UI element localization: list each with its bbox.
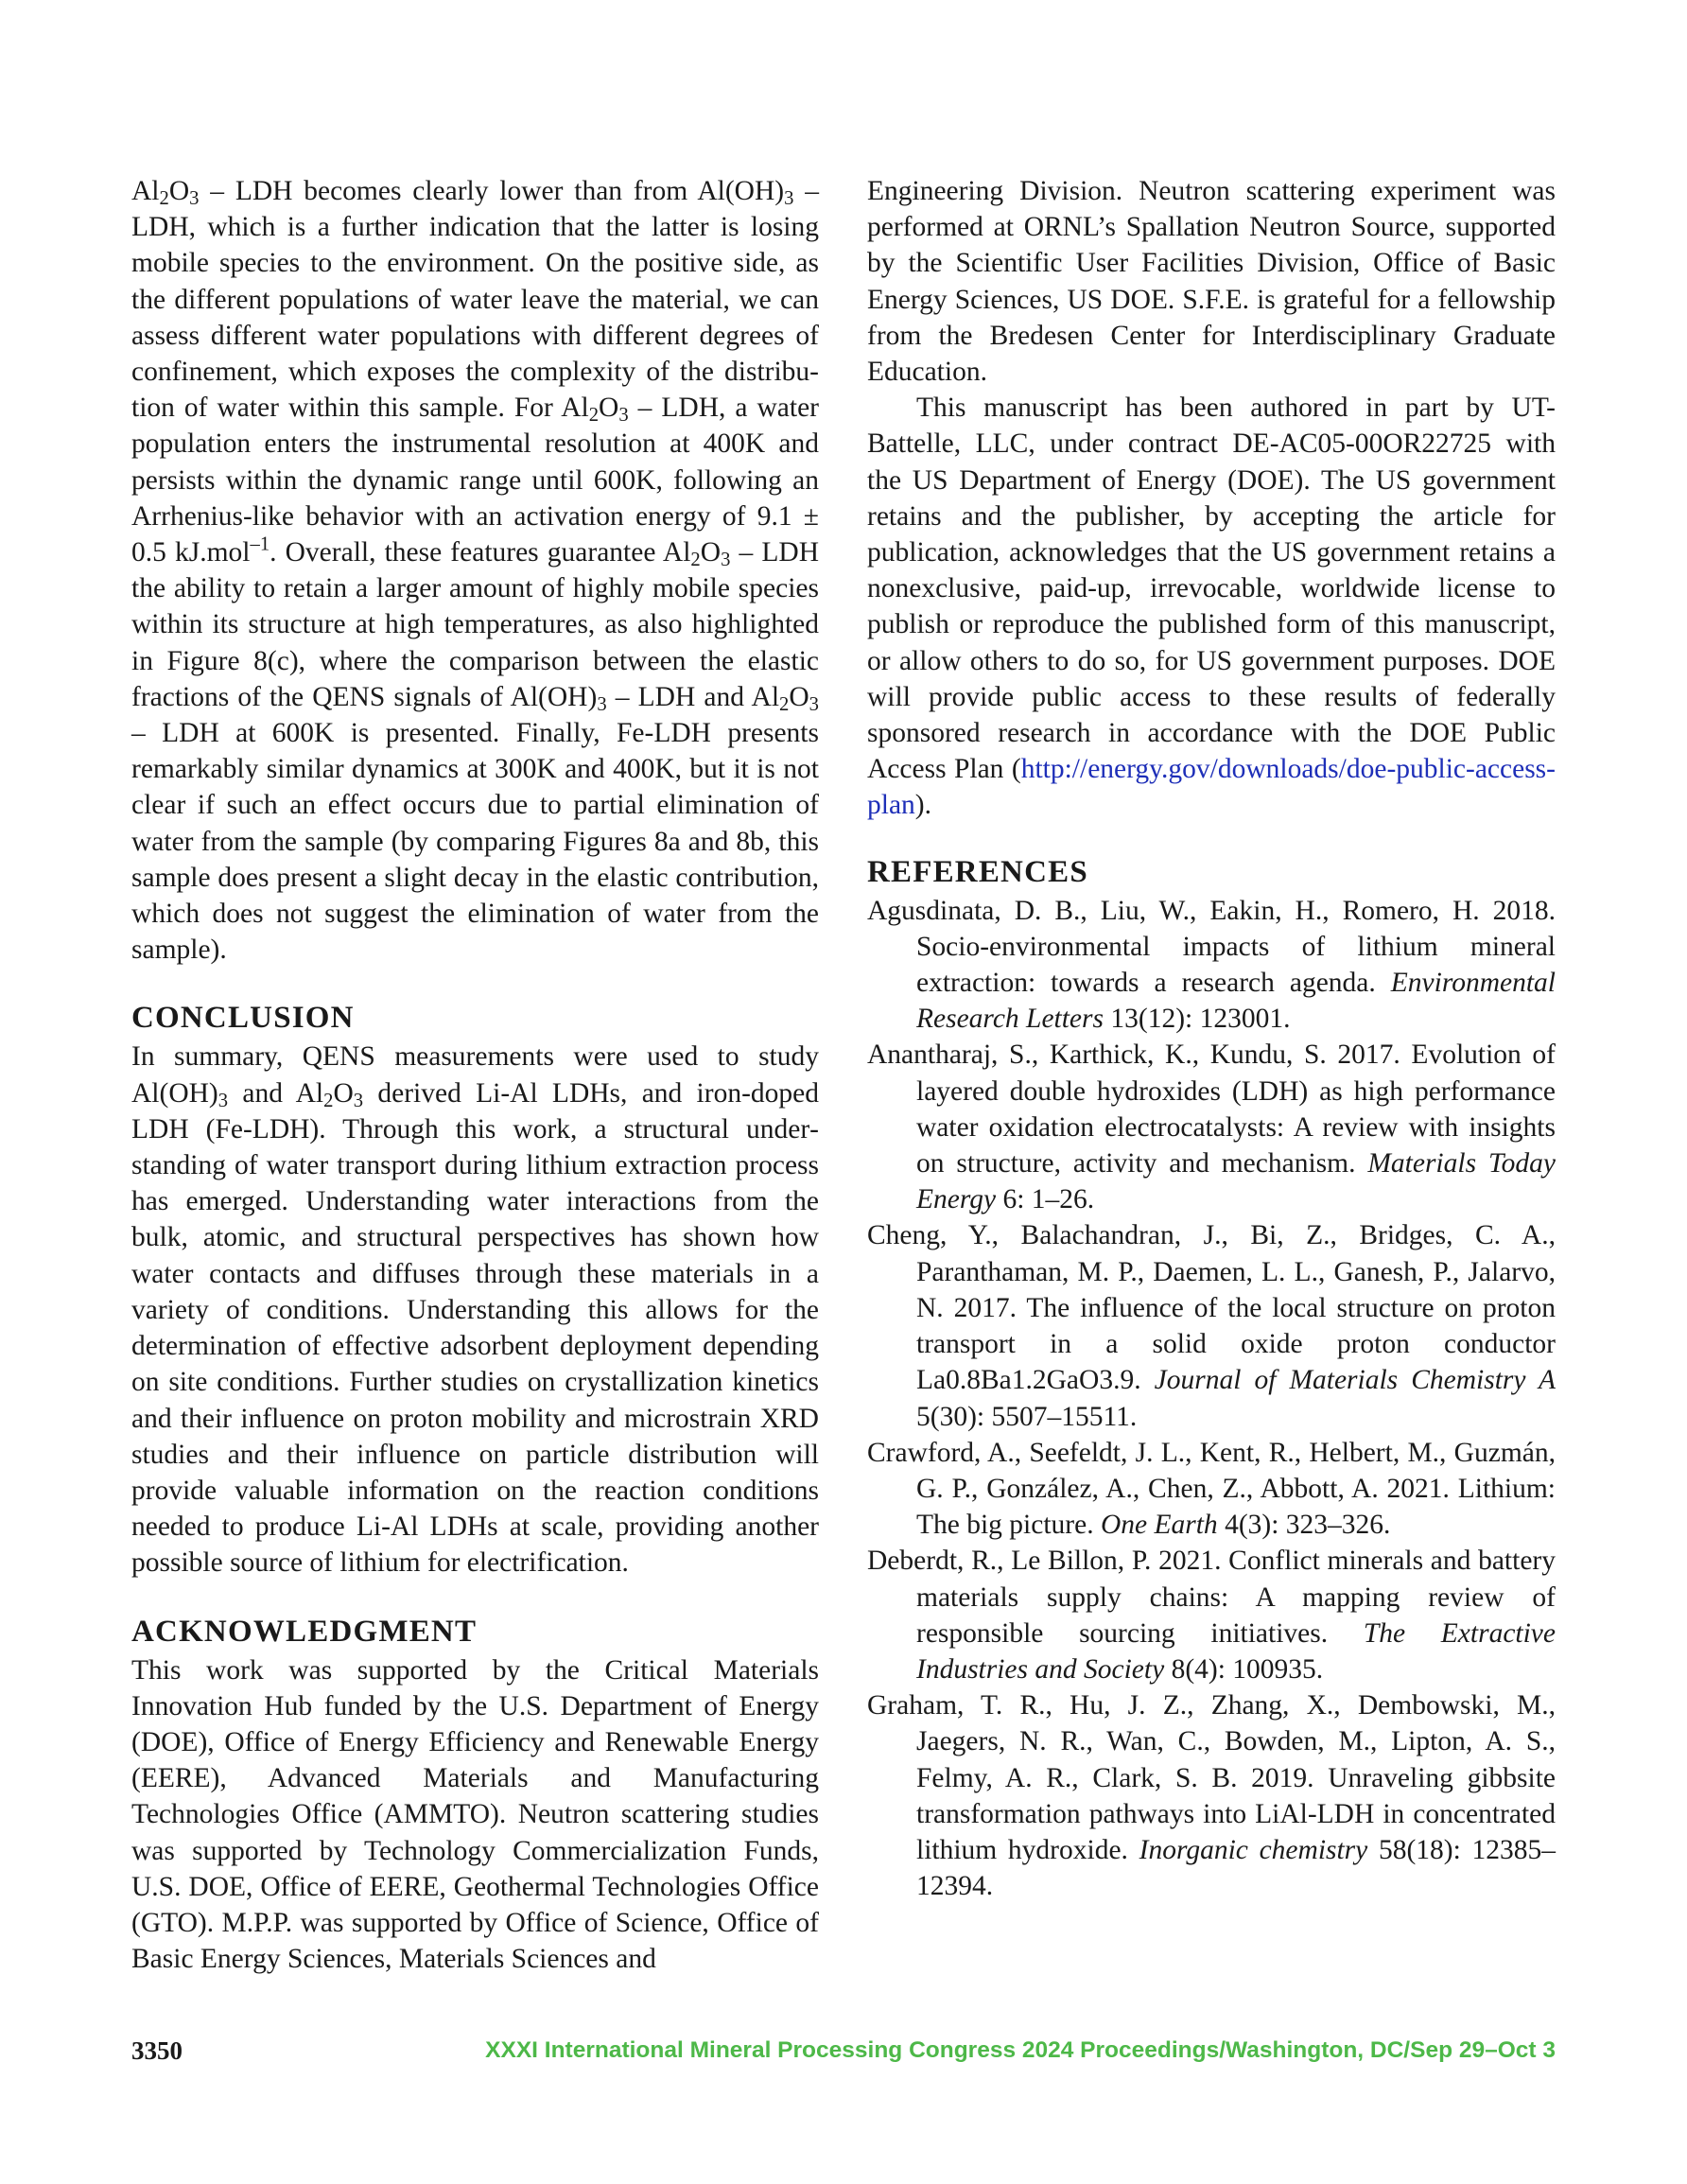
doe-public-access-link[interactable]: http://energy.gov/downloads/​doe-public-access-plan <box>867 754 1556 821</box>
reference-item: Anantharaj, S., Karthick, K., Kundu, S. 2017. Evolution of layered double hydroxides (LDH) as high performance water oxidation electrocatalysts: A review with insights on structure, activity and mechanism. Materials Today Energy 6: 1–26. <box>867 1040 1556 1215</box>
acknowledgment-paragraph-continued: Engineering Division. Neutron scattering experiment was performed at ORNL’s Spallation Neutron Source, supported by the Scientific User Facilities Division, Office of Basic Energy Sciences, US DOE. S.F.E. is grateful for a fellowship from the Bredesen Center for Interdisciplinary Graduate Education. <box>867 176 1556 388</box>
reference-list <box>867 893 1556 1905</box>
body-paragraph: $Al_2O_3$ – LDH becomes clearly lower than from $Al(OH)_3$ – LDH, which is a further indication that the latter is losing mobile species to the environment. On the positive side, as the different populations of water leave the material, we can assess different water populations with different degrees of confinement, which exposes the complexity of the distribution of water within this sample. For $Al_2O_3$ – LDH, a water population enters the instrumental resolution at 400K and persists within the dynamic range until 600K, following an Arrhenius-like behavior with an activation energy of 9.1 ± 0.5 kJ.mol$^{-1}$. Overall, these features guarantee $Al_2O_3$ – LDH the ability to retain a larger amount of highly mobile species within its structure at high temperatures, as also highlighted in Figure 8(c), where the comparison between the elastic fractions of the QENS signals of $Al(OH)_3$ – LDH and $Al_2O_3$ – LDH at 600K is presented. Finally, Fe-LDH presents remarkably similar dynamics at 300K and 400K, but it is not clear if such an effect occurs due to partial elimination of water from the sample (by comparing Figures 8a and 8b, this sample does present a slight decay in the elastic contribution, which does not suggest the elimination of water from the sample). <box>131 176 820 966</box>
left-column <box>131 173 819 1977</box>
reference-item: Crawford, A., Seefeldt, J. L., Kent, R., Helbert, M., Guzmán, G. P., González, A., Chen, Z., Abbott, A. 2021. Lithium: The big picture. One Earth 4(3): 323–326. <box>867 1437 1556 1541</box>
reference-item: Agusdinata, D. B., Liu, W., Eakin, H., Romero, H. 2018. Socio-environmental impacts of lithium mineral extraction: towards a research agenda. Environmental Research Letters 13(12): 123001. <box>867 895 1556 1035</box>
copyright-notice-paragraph: This manuscript has been authored in part by UT-Battelle, LLC, under contract DE-AC05-00OR22725 with the US Department of Energy (DOE). The US government retains and the publisher, by accepting the article for publication, acknowledges that the US government retains a nonexclusive, paid-up, irrevocable, worldwide license to publish or reproduce the published form of this manuscript, or allow others to do so, for US government purposes. DOE will provide public access to these results of federally sponsored research in accordance with the DOE Public Access Plan (http://energy.gov/downloads/​doe-public-access-plan). <box>867 393 1556 821</box>
right-column <box>867 173 1556 1904</box>
reference-item: Graham, T. R., Hu, J. Z., Zhang, X., Dembowski, M., Jaegers, N. R., Wan, C., Bowden, M., Lipton, A. S., Felmy, A. R., Clark, S. B. 2019. Unraveling gibbsite transformation pathways into LiAl-LDH in concentrated lithium hydroxide. Inorganic chemistry 58(18): 12385–12394. <box>867 1690 1557 1902</box>
acknowledgment-paragraph: This work was supported by the Critical Materials Innovation Hub funded by the U.S. Department of Energy (DOE), Office of Energy Efficiency and Renewable Energy (EERE), Advanced Materials and Manufacturing Technologies Office (AMMTO). Neutron scattering studies was supported by Technology Commercialization Funds, U.S. DOE, Office of EERE, Geothermal Technologies Office (GTO). M.P.P. was supported by Office of Science, Office of Basic Energy Sciences, Materials Sciences and <box>131 1654 819 1975</box>
conclusion-heading: CONCLUSION <box>131 1001 355 1036</box>
page-footer <box>131 2036 1556 2069</box>
conclusion-paragraph: In summary, QENS measurements were used to study $Al(OH)_3$ and $Al_2O_3$ derived Li-Al LDHs, and iron-doped LDH (Fe-LDH). Through this work, a structural understanding of water transport during lithium extraction process has emerged. Understanding water interactions from the bulk, atomic, and structural perspectives has shown how water contacts and diffuses through these materials in a variety of conditions. Understanding this allows for the determination of effective adsorbent deployment depending on site conditions. Further studies on crystallization kinetics and their influence on proton mobility and microstrain XRD studies and their influence on particle distribution will provide valuable information on the reaction conditions needed to produce Li-Al LDHs at scale, providing another possible source of lithium for electrification. <box>131 1041 819 1579</box>
page-number: 3350 <box>131 2036 183 2065</box>
reference-item: Cheng, Y., Balachandran, J., Bi, Z., Bridges, C. A., Paranthaman, M. P., Daemen, L. L., Ganesh, P., Jalarvo, N. 2017. The influence of the local structure on proton transport in a solid oxide proton conductor La0.8Ba1.2GaO3.9. Journal of Materials Chemistry A 5(30): 5507–15511. <box>867 1220 1556 1432</box>
references-heading: REFERENCES <box>867 854 1088 889</box>
running-title: XXXI International Mineral Processing Congress 2024 Proceedings/Washington, DC/Sep 29–Oct 3 <box>485 2037 1556 2063</box>
acknowledgment-heading: ACKNOWLEDGMENT <box>131 1614 478 1649</box>
reference-item: Deberdt, R., Le Billon, P. 2021. Conflict minerals and battery materials supply chains: A mapping review of responsible sourcing initiatives. The Extractive Industries and Society 8(4): 100935. <box>867 1546 1556 1685</box>
